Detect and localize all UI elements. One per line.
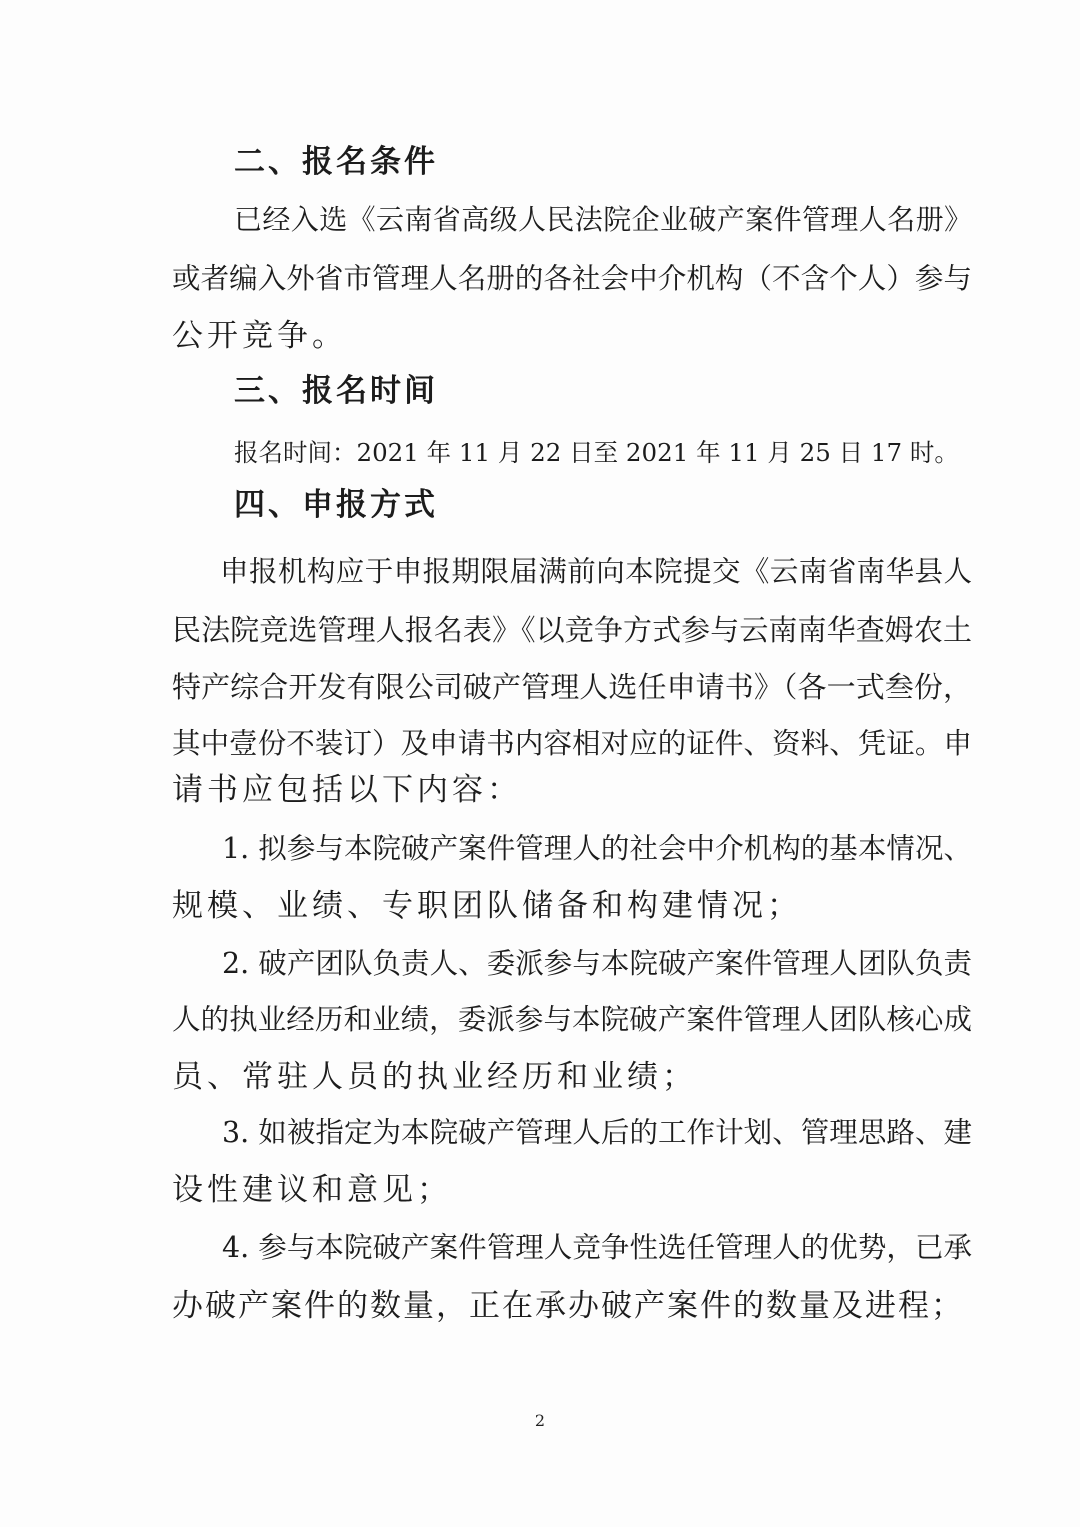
list-item-line: 3. 如被指定为本院破产管理人后的工作计划、管理思路、建 — [222, 1116, 972, 1149]
paragraph-line: 其中壹份不装订）及申请书内容相对应的证件、资料、凭证。申 — [172, 727, 972, 760]
list-item-line: 规模、业绩、专职团队储备和构建情况； — [172, 888, 802, 924]
list-item-line: 设性建议和意见； — [172, 1172, 452, 1208]
paragraph-line: 请书应包括以下内容： — [172, 772, 522, 808]
list-item-line: 4. 参与本院破产案件管理人竞争性选任管理人的优势，已承 — [222, 1231, 972, 1264]
section-heading-application-method: 四、申报方式 — [234, 487, 438, 523]
paragraph-line: 特产综合开发有限公司破产管理人选任申请书》（各一式叁份， — [172, 670, 972, 704]
section-heading-registration-time: 三、报名时间 — [234, 373, 438, 409]
list-item-line: 人的执业经历和业绩，委派参与本院破产案件管理人团队核心成 — [172, 1003, 972, 1036]
paragraph-line: 已经入选《云南省高级人民法院企业破产案件管理人名册》 — [234, 203, 972, 236]
paragraph-line: 报名时间：2021 年 11 月 22 日至 2021 年 11 月 25 日 17 时。 — [234, 438, 959, 467]
paragraph-line: 公开竞争。 — [172, 318, 347, 354]
list-item-line: 员、常驻人员的执业经历和业绩； — [172, 1059, 697, 1095]
section-heading-registration-conditions: 二、报名条件 — [234, 144, 438, 180]
paragraph-line: 民法院竞选管理人报名表》《以竞争方式参与云南南华查姆农土 — [172, 613, 972, 647]
list-item-line: 办破产案件的数量，正在承办破产案件的数量及进程； — [172, 1288, 964, 1324]
page-number: 2 — [534, 1411, 546, 1430]
paragraph-line: 或者编入外省市管理人名册的各社会中介机构（不含个人）参与 — [172, 262, 972, 295]
paragraph-line: 申报机构应于申报期限届满前向本院提交《云南省南华县人 — [220, 555, 972, 588]
list-item-line: 2. 破产团队负责人、委派参与本院破产案件管理人团队负责 — [222, 947, 972, 980]
list-item-line: 1. 拟参与本院破产案件管理人的社会中介机构的基本情况、 — [222, 832, 972, 865]
